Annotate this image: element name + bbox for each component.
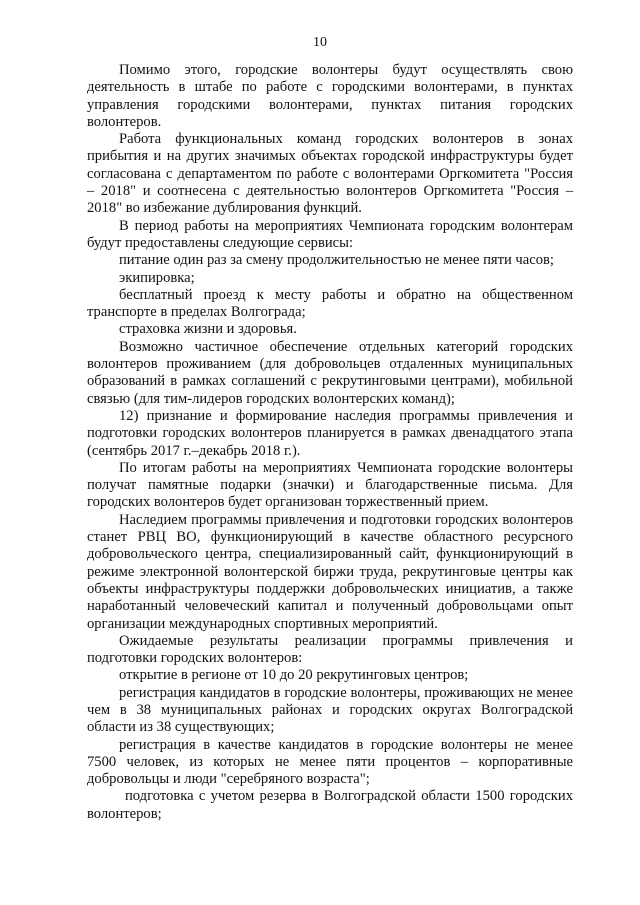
- paragraph-functional-teams: Работа функциональных команд городских волонтеров в зонах прибытия и на других значимых объектах городской инфраструктуры будет согласована с департаментом по работе с волонтерами Оргкомитета "Россия – 2018" и соотнесена с деятельностью волонтеров Оргкомитета "Россия – 2018" во избежание дублирования функций.: [87, 131, 573, 217]
- list-item-equipment: экипировка;: [119, 269, 195, 286]
- page-number: 10: [313, 35, 327, 50]
- list-item-meals: питание один раз за смену продолжительностью не менее пяти часов;: [119, 252, 554, 269]
- list-item-recruiting-centers: открытие в регионе от 10 до 20 рекрутинговых центров;: [119, 667, 469, 684]
- paragraph-volunteer-activities: Помимо этого, городские волонтеры будут осуществлять свою деятельность в штабе по работе с городскими волонтерами, в пунктах управления городскими волонтерами, пунктах питания городских волонтеров.: [87, 62, 573, 130]
- list-item-training: подготовка с учетом резерва в Волгоградской области 1500 городских волонтеров;: [87, 788, 573, 822]
- paragraph-gifts: По итогам работы на мероприятиях Чемпионата городские волонтеры получат памятные подарки (значки) и благодарственные письма. Для городских волонтеров будет организован торжественный прием.: [87, 459, 573, 511]
- list-item-registration-count: регистрация в качестве кандидатов в городские волонтеры не менее 7500 человек, из которых не менее пяти процентов – корпоративные добровольцы и люди "серебряного возраста";: [87, 736, 573, 788]
- body-text: [87, 62, 573, 823]
- list-item-insurance: страховка жизни и здоровья.: [119, 321, 297, 338]
- list-item-free-transport: бесплатный проезд к месту работы и обратно на общественном транспорте в пределах Волгограда;: [87, 286, 573, 321]
- paragraph-services-intro: В период работы на мероприятиях Чемпионата городским волонтерам будут предоставлены следующие сервисы:: [87, 217, 573, 251]
- paragraph-legacy-stage-12: 12) признание и формирование наследия программы привлечения и подготовки городских волонтеров планируется в рамках двенадцатого этапа (сентябрь 2017 г.–декабрь 2018 г.).: [87, 407, 573, 459]
- paragraph-accommodation: Возможно частичное обеспечение отдельных категорий городских волонтеров проживанием (для добровольцев отдаленных муниципальных образований в рамках соглашений с рекрутинговыми центрами), мобильной связью (для тим-лидеров городских волонтерских команд);: [87, 338, 573, 407]
- paragraph-legacy-description: Наследием программы привлечения и подготовки городских волонтеров станет РВЦ ВО, функционирующий в качестве областного ресурсного добровольческого центра, специализированный сайт, функционирующий в режиме электронной волонтерской биржи труда, рекрутинговые центры как объекты инфраструктуры поддержки добровольческих инициатив, а также наработанный человеческий капитал и полученный добровольцами опыт организации международных спортивных мероприятий.: [87, 511, 573, 632]
- paragraph-expected-results: Ожидаемые результаты реализации программы привлечения и подготовки городских волонтеров:: [87, 632, 573, 667]
- list-item-registration-districts: регистрация кандидатов в городские волонтеры, проживающих не менее чем в 38 муниципальных районах и городских округах Волгоградской области из 38 существующих;: [87, 684, 573, 736]
